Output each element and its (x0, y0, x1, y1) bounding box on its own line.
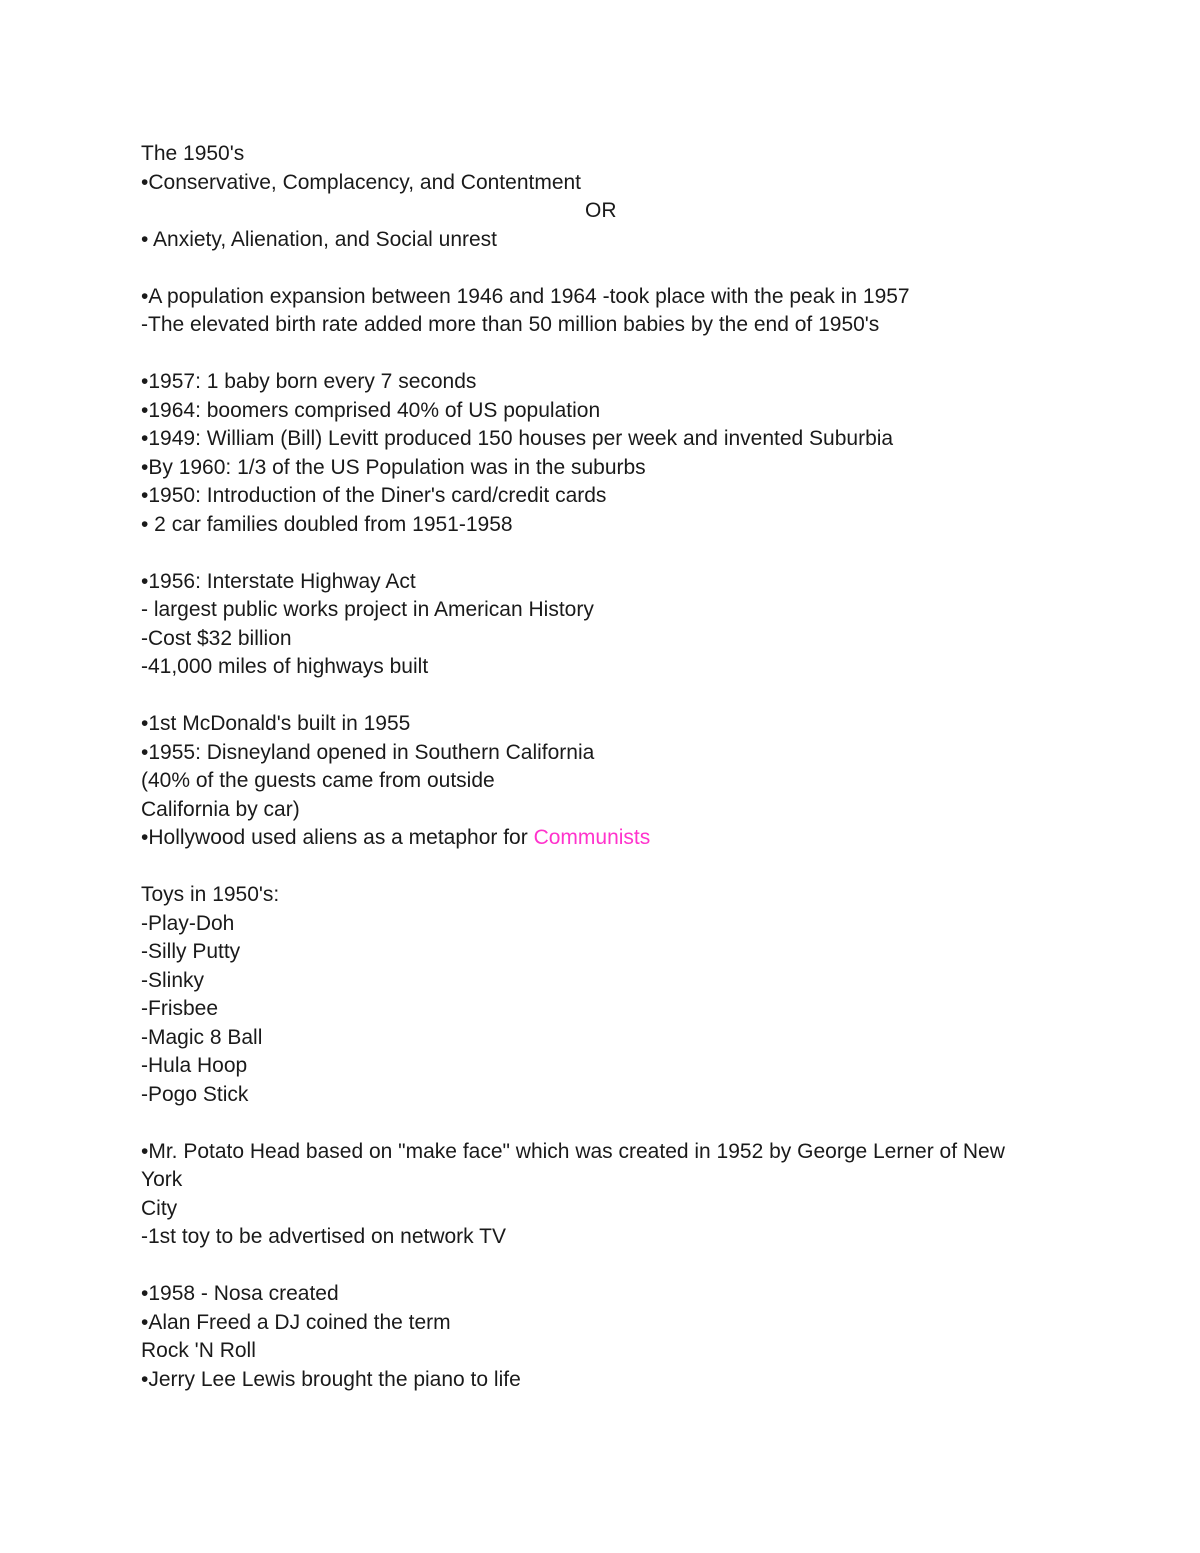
line-text: -Magic 8 Ball (141, 1025, 263, 1049)
line-text: •1958 - Nosa created (141, 1282, 339, 1305)
text-line (141, 226, 1061, 255)
text-line (141, 1195, 1061, 1224)
line-text: Toys in 1950's: (141, 883, 280, 906)
line-text: -Play-Doh (141, 911, 235, 935)
line-text: - largest public works project in American History (141, 598, 594, 621)
blank-line (141, 254, 1061, 283)
line-text: •1st McDonald's built in 1955 (141, 712, 411, 735)
line-text: California by car) (141, 797, 300, 821)
text-line (141, 1081, 1061, 1110)
text-line (141, 482, 1061, 511)
line-text: -Slinky (141, 968, 205, 992)
blank-line (141, 853, 1061, 882)
text-line (141, 1138, 1061, 1167)
line-text: -41,000 miles of highways built (141, 655, 429, 678)
text-line (141, 767, 1061, 796)
text-line (141, 625, 1061, 654)
line-text: •By 1960: 1/3 of the US Population was in the suburbs (141, 455, 646, 479)
blank-line (141, 1252, 1061, 1281)
line-text: York (141, 1168, 183, 1191)
text-line (141, 1024, 1061, 1053)
line-text: -Pogo Stick (141, 1082, 249, 1106)
line-text: -The elevated birth rate added more than 50 million babies by the end of 1950's (141, 313, 880, 336)
text-line (141, 1052, 1061, 1081)
text-line (141, 824, 1061, 853)
text-line (141, 311, 1061, 340)
text-line (141, 568, 1061, 597)
line-text: -Frisbee (141, 997, 219, 1020)
text-line (141, 1366, 1061, 1395)
line-text: -1st toy to be advertised on network TV (141, 1225, 506, 1248)
text-line (141, 739, 1061, 768)
line-text: City (141, 1196, 178, 1220)
line-text: •1955: Disneyland opened in Southern California (141, 740, 595, 764)
line-text: •Alan Freed a DJ coined the term (141, 1310, 451, 1334)
line-text: •1950: Introduction of the Diner's card/credit cards (141, 484, 607, 507)
text-line (141, 710, 1061, 739)
text-line (141, 796, 1061, 825)
blank-line (141, 539, 1061, 568)
blank-line (141, 682, 1061, 711)
line-text: •Jerry Lee Lewis brought the piano to life (141, 1367, 521, 1391)
line-text: (40% of the guests came from outside (141, 769, 495, 792)
line-text: The 1950's (141, 142, 245, 165)
text-line (141, 169, 1061, 198)
text-line (141, 938, 1061, 967)
line-text: -Hula Hoop (141, 1054, 248, 1077)
line-text: •Conservative, Complacency, and Contentment (141, 170, 582, 194)
text-line (141, 653, 1061, 682)
line-text: •Hollywood used aliens as a metaphor for (141, 826, 534, 849)
text-line (141, 1309, 1061, 1338)
text-line (141, 454, 1061, 483)
text-line (141, 140, 1061, 169)
line-text: • 2 car families doubled from 1951-1958 (141, 512, 513, 536)
text-line (141, 197, 1061, 226)
text-line (141, 596, 1061, 625)
line-text: Rock 'N Roll (141, 1339, 256, 1362)
text-line (141, 1223, 1061, 1252)
blank-line (141, 1109, 1061, 1138)
text-line (141, 1337, 1061, 1366)
highlighted-word: Communists (533, 826, 651, 849)
text-line (141, 1166, 1061, 1195)
text-line (141, 881, 1061, 910)
text-line (141, 967, 1061, 996)
blank-line (141, 340, 1061, 369)
text-line (141, 910, 1061, 939)
text-line (141, 397, 1061, 426)
document-body (141, 140, 1061, 1394)
line-text: -Cost $32 billion (141, 626, 292, 650)
line-text: •1956: Interstate Highway Act (141, 569, 416, 593)
text-line (141, 425, 1061, 454)
text-line (141, 368, 1061, 397)
text-line (141, 511, 1061, 540)
text-line (141, 1280, 1061, 1309)
text-line (141, 995, 1061, 1024)
line-text: • Anxiety, Alienation, and Social unrest (141, 227, 498, 251)
line-text: •1949: William (Bill) Levitt produced 150 houses per week and invented Suburbia (141, 427, 894, 450)
line-text: -Silly Putty (141, 940, 241, 963)
line-text: •1957: 1 baby born every 7 seconds (141, 370, 477, 393)
line-text: •Mr. Potato Head based on "make face" which was created in 1952 by George Lerner of New (141, 1139, 1005, 1163)
line-text: OR (585, 199, 617, 222)
line-text: •A population expansion between 1946 and 1964 -took place with the peak in 1957 (141, 284, 910, 308)
text-line (141, 283, 1061, 312)
line-text: •1964: boomers comprised 40% of US population (141, 398, 601, 422)
